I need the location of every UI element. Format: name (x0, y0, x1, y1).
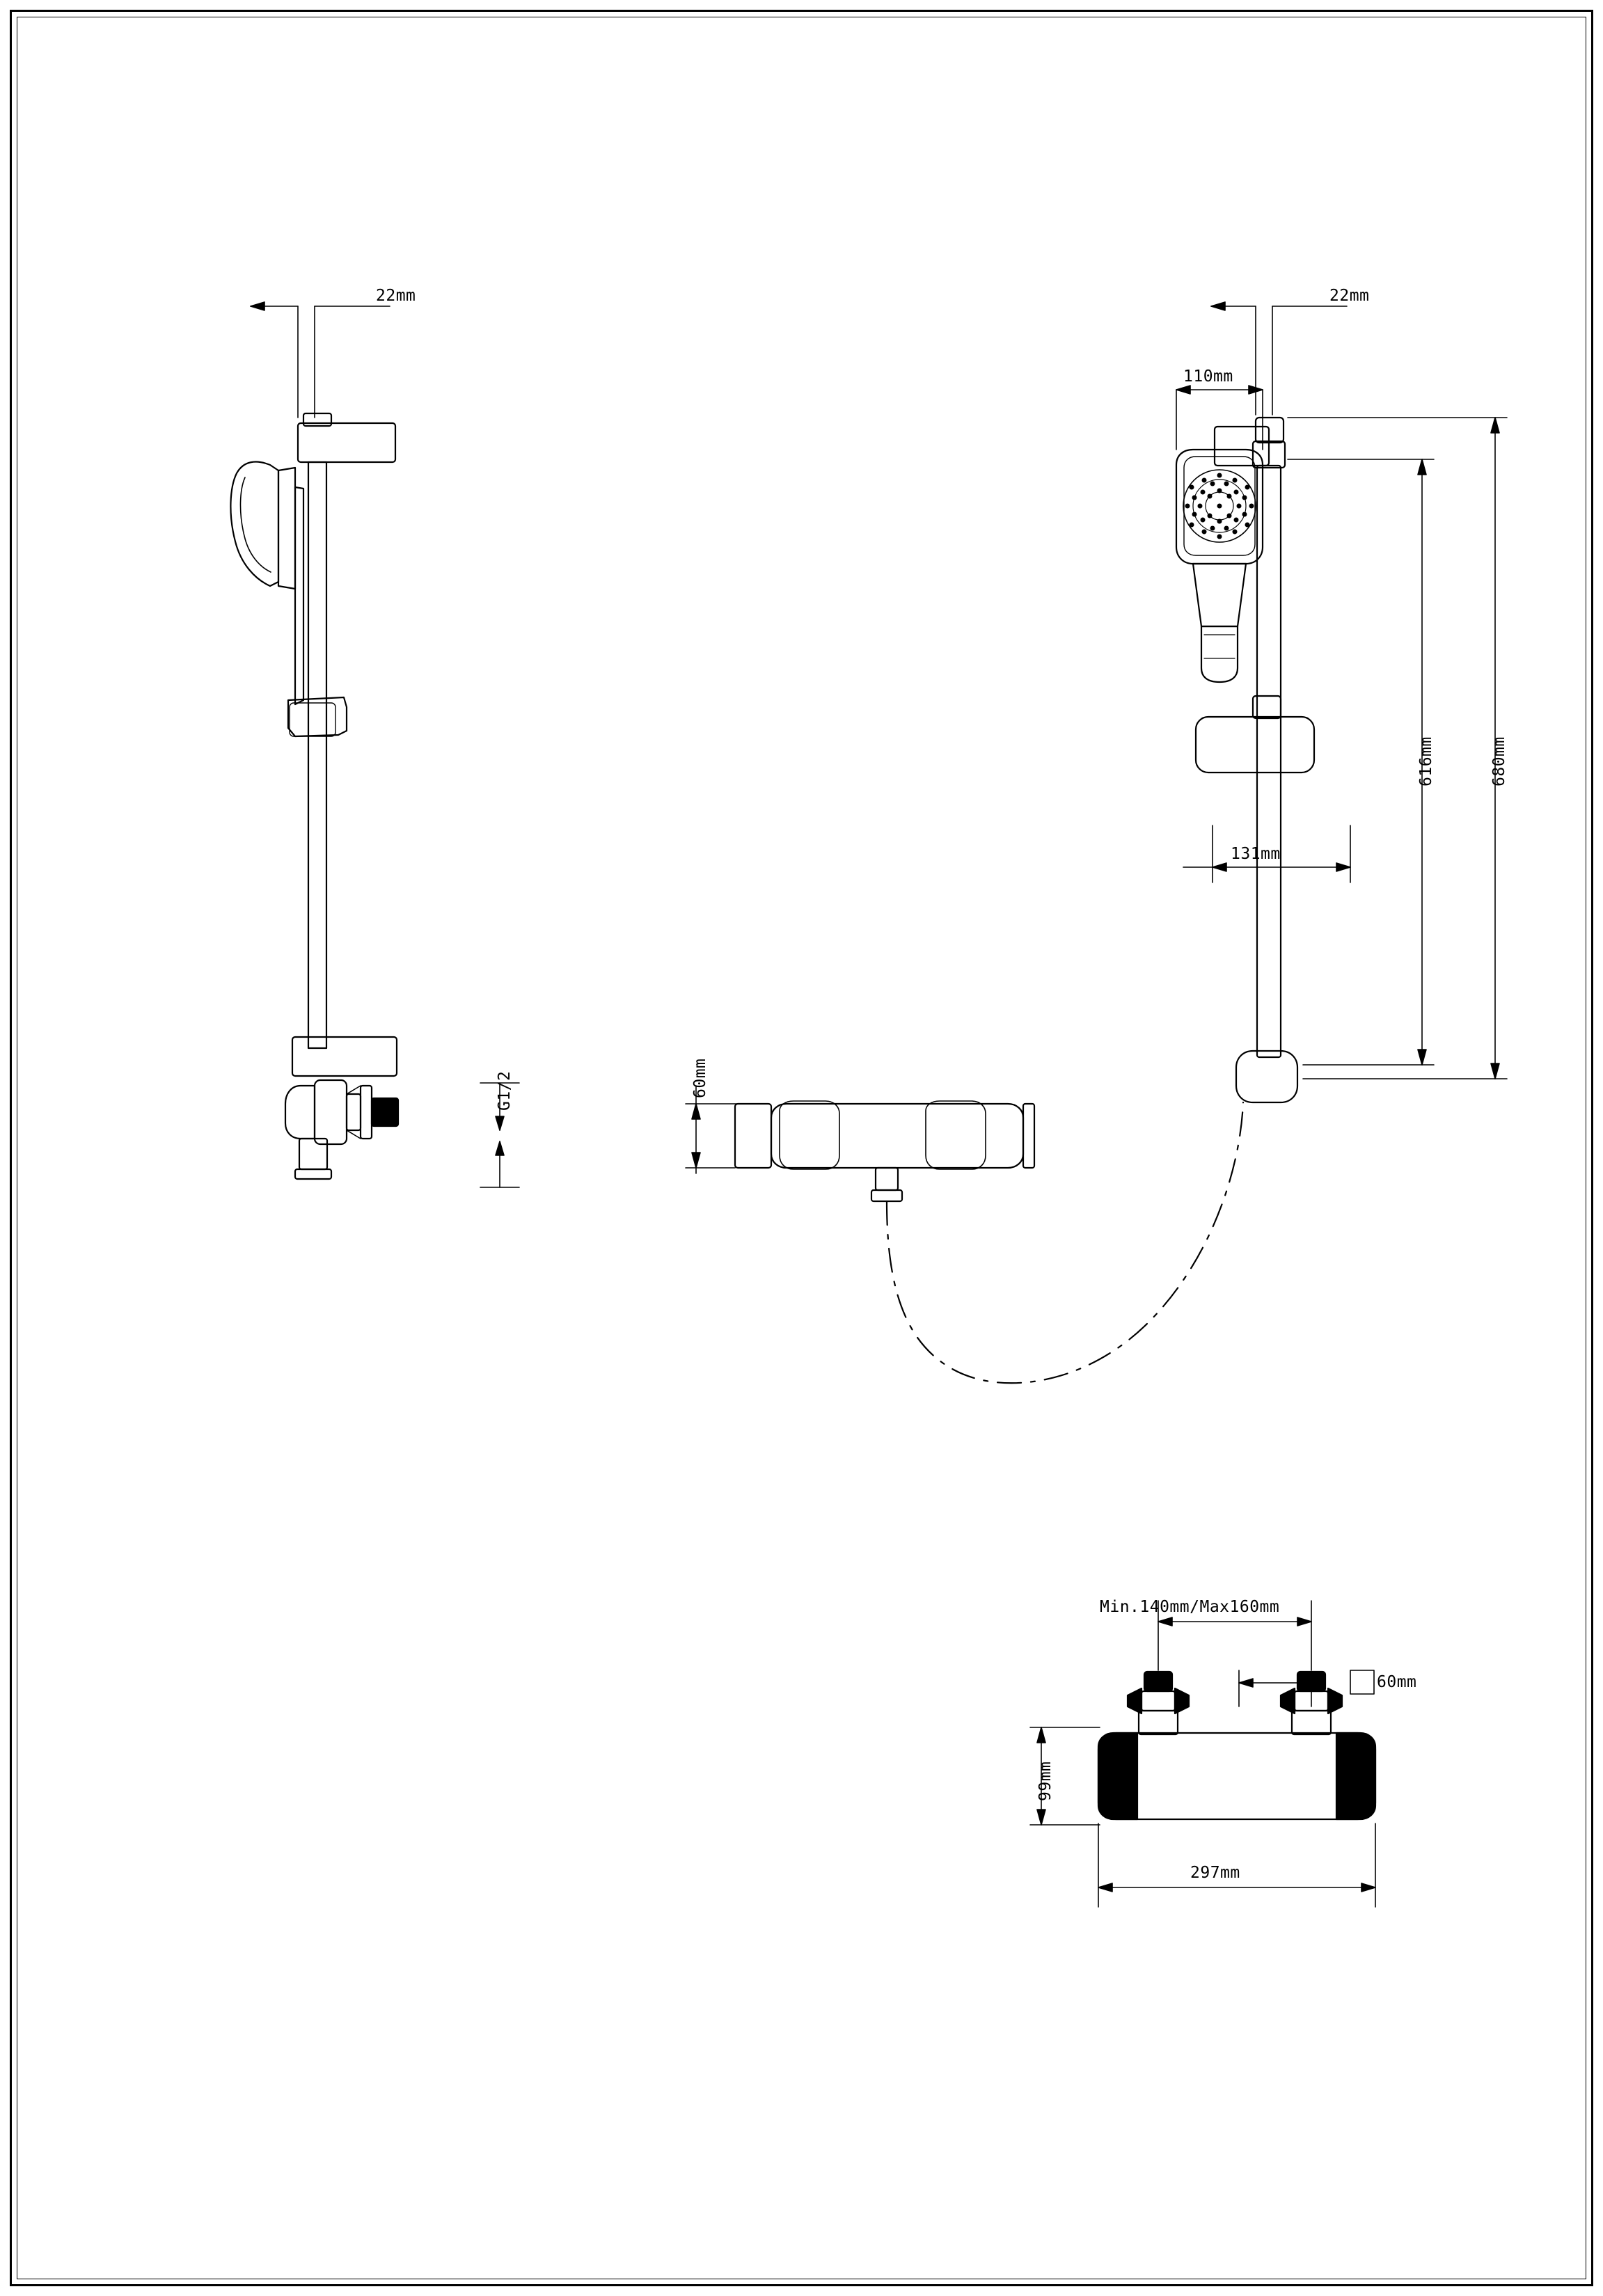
view-plan-valve (1098, 1672, 1375, 1819)
dim-label-616mm: 616mm (1417, 736, 1435, 786)
dim-label-680mm: 680mm (1490, 736, 1508, 786)
dim-label-22mm-left: 22mm (376, 287, 416, 305)
dim-label-60mm-valve: 60mm (691, 1058, 709, 1098)
dim-label-99mm: 99mm (1036, 1761, 1055, 1801)
view-front-elevation-valve (735, 1101, 1034, 1201)
dim-label-g12: G1/2 (496, 1070, 514, 1111)
dim-label-inlet-centres: Min.140mm/Max160mm (1100, 1598, 1280, 1616)
dim-label-60mm-square: 60mm (1377, 1673, 1417, 1691)
dim-label-22mm-right: 22mm (1329, 287, 1370, 305)
shower-hose-path (887, 1102, 1243, 1383)
dim-label-131mm: 131mm (1231, 845, 1281, 863)
view-side-elevation-slide-rail (230, 413, 398, 1179)
view-front-elevation-slide-rail (1176, 418, 1314, 1102)
dim-label-297mm: 297mm (1190, 1864, 1240, 1882)
dim-label-110mm: 110mm (1183, 367, 1233, 386)
